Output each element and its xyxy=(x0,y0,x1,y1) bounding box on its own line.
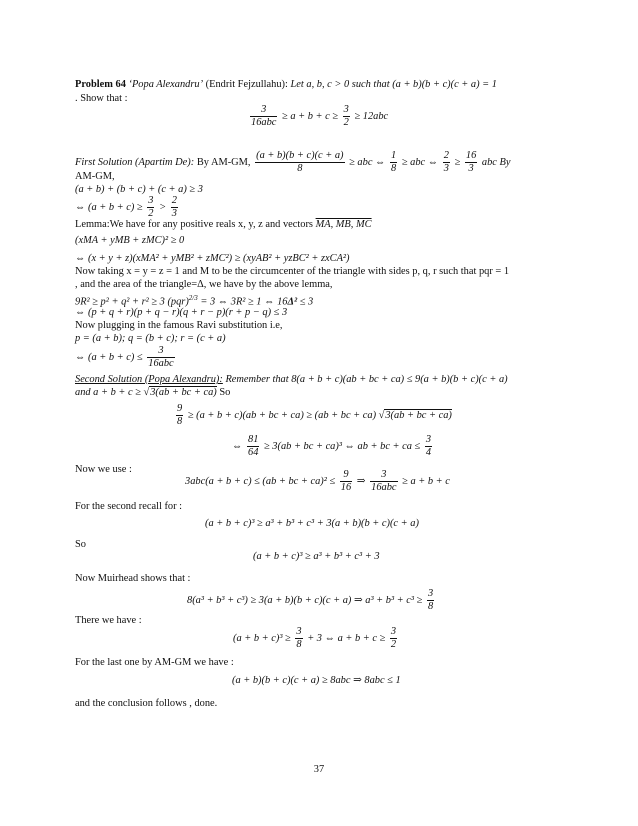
math-line: (a + b) + (b + c) + (c + a) ≥ 3 xyxy=(75,184,203,195)
text-line: Now we use : xyxy=(75,464,132,475)
fraction: $\frac{3}{2}$ xyxy=(343,104,349,128)
equation-8: (a + b)(b + c)(c + a) ≥ 8abc ⇒ 8abc ≤ 1 xyxy=(232,675,401,686)
text-line: , and the area of the triangle=Δ, we have by the above lemma, xyxy=(75,279,333,290)
first-solution-heading: First Solution (Apartim De): xyxy=(75,156,195,168)
problem-text: Let a, b, c > 0 such that (a + b)(b + c)(c + a) = 1 xyxy=(290,79,497,90)
problem-statement xyxy=(75,79,497,91)
problem-label: Problem 64 xyxy=(75,79,126,90)
text-line: For the last one by AM-GM we have : xyxy=(75,657,234,668)
text-line: Now plugging in the famous Ravi substitution i.e, xyxy=(75,320,283,331)
text-line: There we have : xyxy=(75,615,142,626)
math-line: ⇔ (a + b + c) ≤ $\frac{3}{\text{16abc}}$ xyxy=(75,345,174,369)
fraction: $\frac{3}{\text{16abc}}$ xyxy=(251,104,277,128)
math-line: ⇔ (p + q + r)(p + q − r)(q + r − p)(r + p − q) ≤ 3 xyxy=(75,307,288,318)
equation-3: 3abc(a + b + c) ≤ (ab + bc + ca)² ≤ $\frac{9}{16}$ ⇒ $\frac{3}{\text{16abc}}$ ≥ a + b + c xyxy=(185,469,450,493)
math-line: (xMA + yMB + zMC)² ≥ 0 xyxy=(75,235,185,246)
problem-author: (Endrit Fejzullahu): xyxy=(205,79,288,90)
main-inequality: $\frac{3}{\text{16abc}}$ ≥ a + b + c ≥ $\frac{3}{2}$ ≥ 12abc xyxy=(251,104,389,128)
second-solution-line1: Second Solution (Popa Alexandru): Remember that 8(a + b + c)(ab + bc + ca) ≤ 9(a + b)(b + c)(c + a) xyxy=(75,374,508,385)
equation-1: $\frac{9}{8}$ ≥ (a + b + c)(ab + bc + ca) ≥ (ab + bc + ca) √3(ab + bc + ca) xyxy=(177,403,452,427)
math-line: ⇔ (a + b + c) ≥ $\frac{3}{2}$ > $\frac{2}{3}$ xyxy=(75,195,177,219)
math-line: and a + b + c ≥ √3(ab + bc + ca) So xyxy=(75,387,231,398)
math-line: ⇔ (x + y + z)(xMA² + yMB² + zMC²) ≥ (xyAB² + yzBC² + zxCA²) xyxy=(75,253,350,264)
text-line: So xyxy=(75,539,86,550)
text-line: For the second recall for : xyxy=(75,501,183,512)
equation-2: ⇔ $\frac{81}{64}$ ≥ 3(ab + bc + ca)³ ⇔ ab + bc + ca ≤ $\frac{3}{4}$ xyxy=(232,434,432,458)
math-line: p = (a + b); q = (b + c); r = (c + a) xyxy=(75,333,226,344)
text-line: Now Muirhead shows that : xyxy=(75,573,191,584)
second-solution-heading: Second Solution (Popa Alexandru): xyxy=(75,374,223,385)
equation-5: (a + b + c)³ ≥ a³ + b³ + c³ + 3 xyxy=(253,551,380,562)
text-line: AM-GM, xyxy=(75,171,115,182)
text-line: Now taking x = y = z = 1 and M to be the circumcenter of the triangle with sides p, q, r such that pqr = 1 xyxy=(75,266,510,277)
equation-4: (a + b + c)³ ≥ a³ + b³ + c³ + 3(a + b)(b + c)(c + a) xyxy=(205,518,419,529)
math-line: 9R² ≥ p² + q² + r² ≥ 3 (pqr)$^{2/3}$ = 3 ⇔ 3R² ≥ 1 ⇔ 16Δ² ≤ 3 xyxy=(75,294,314,308)
first-solution-line1: First Solution (Apartim De): By AM-GM, $\frac{(a + b)(b + c)(c + a)}{8}$ ≥ abc ⇔ $\frac{1}{8}$ ≥ abc ⇔ $\frac{2}{3}$ ≥ $\frac{16}{3}$ abc By xyxy=(75,150,511,174)
conclusion: and the conclusion follows , done. xyxy=(75,698,218,709)
equation-7: (a + b + c)³ ≥ $\frac{3}{8}$ + 3 ⇔ a + b + c ≥ $\frac{3}{2}$ xyxy=(233,626,397,650)
problem-cont: . Show that : xyxy=(75,93,128,104)
lemma-line: Lemma:We have for any positive reals x, y, z and vectors MA, MB, MC xyxy=(75,219,372,230)
page-number: 37 xyxy=(313,764,325,775)
equation-6: 8(a³ + b³ + c³) ≥ 3(a + b)(b + c)(c + a) ⇒ a³ + b³ + c³ ≥ $\frac{3}{8}$ xyxy=(187,588,434,612)
problem-quote: ‘Popa Alexandru’ xyxy=(128,79,204,90)
